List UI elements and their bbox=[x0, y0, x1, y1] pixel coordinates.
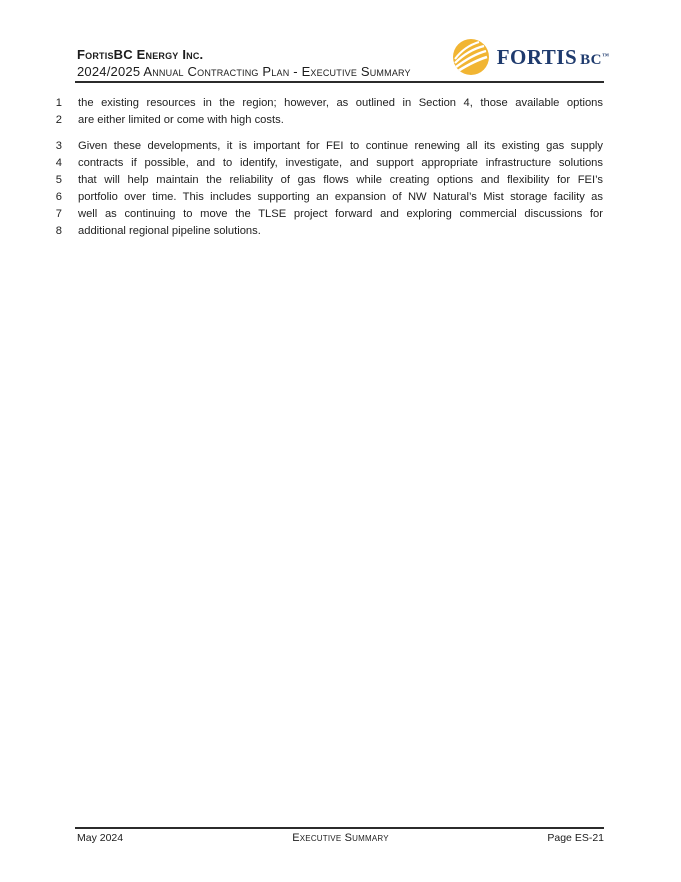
line-text: contracts if possible, and to identify, investigate, and support appropriate infrastructure solutions bbox=[78, 157, 603, 169]
line-text: are either limited or come with high costs. bbox=[78, 114, 284, 126]
line-number: 4 bbox=[55, 157, 62, 169]
text-line bbox=[0, 155, 681, 172]
line-text: that will help maintain the reliability of gas flows while creating options and flexibility for FEI’s bbox=[78, 174, 603, 186]
line-text: Given these developments, it is important for FEI to continue renewing all its existing gas supply bbox=[78, 140, 603, 152]
line-number: 1 bbox=[55, 97, 62, 109]
logo-bc-text: BC bbox=[580, 51, 602, 68]
text-line bbox=[0, 138, 681, 155]
line-number: 5 bbox=[55, 174, 62, 186]
paragraph bbox=[0, 95, 681, 129]
fortisbc-logo bbox=[453, 39, 609, 75]
text-line bbox=[0, 189, 681, 206]
page-footer bbox=[77, 832, 604, 844]
body-text bbox=[0, 95, 681, 240]
line-number: 3 bbox=[55, 140, 62, 152]
footer-section-title: Executive Summary bbox=[292, 832, 389, 844]
fortisbc-logo-text bbox=[497, 45, 609, 70]
text-line bbox=[0, 112, 681, 129]
logo-fortis-text: FORTIS bbox=[496, 44, 578, 69]
line-number: 7 bbox=[55, 208, 62, 220]
header-document-title: 2024/2025 Annual Contracting Plan - Executive Summary bbox=[77, 64, 411, 79]
text-line bbox=[0, 206, 681, 223]
line-number: 6 bbox=[55, 191, 62, 203]
line-text: well as continuing to move the TLSE project forward and exploring commercial discussions for bbox=[78, 208, 603, 220]
line-text: portfolio over time. This includes supporting an expansion of NW Natural’s Mist storage facility as bbox=[78, 191, 603, 203]
text-line bbox=[0, 172, 681, 189]
text-line bbox=[0, 223, 681, 240]
footer-rule bbox=[75, 827, 604, 829]
text-line bbox=[0, 95, 681, 112]
line-text: the existing resources in the region; however, as outlined in Section 4, those available options bbox=[78, 97, 603, 109]
header-rule bbox=[75, 81, 604, 83]
paragraph bbox=[0, 138, 681, 240]
header-company-name: FortisBC Energy Inc. bbox=[77, 47, 204, 62]
line-text: additional regional pipeline solutions. bbox=[78, 225, 261, 237]
footer-date: May 2024 bbox=[77, 832, 124, 844]
line-number: 2 bbox=[55, 114, 62, 126]
fortisbc-sunburst-icon bbox=[453, 39, 489, 75]
logo-trademark-symbol: ™ bbox=[602, 51, 609, 60]
footer-page-number: Page ES-21 bbox=[547, 832, 604, 844]
line-number: 8 bbox=[55, 225, 62, 237]
page-header bbox=[77, 46, 411, 80]
